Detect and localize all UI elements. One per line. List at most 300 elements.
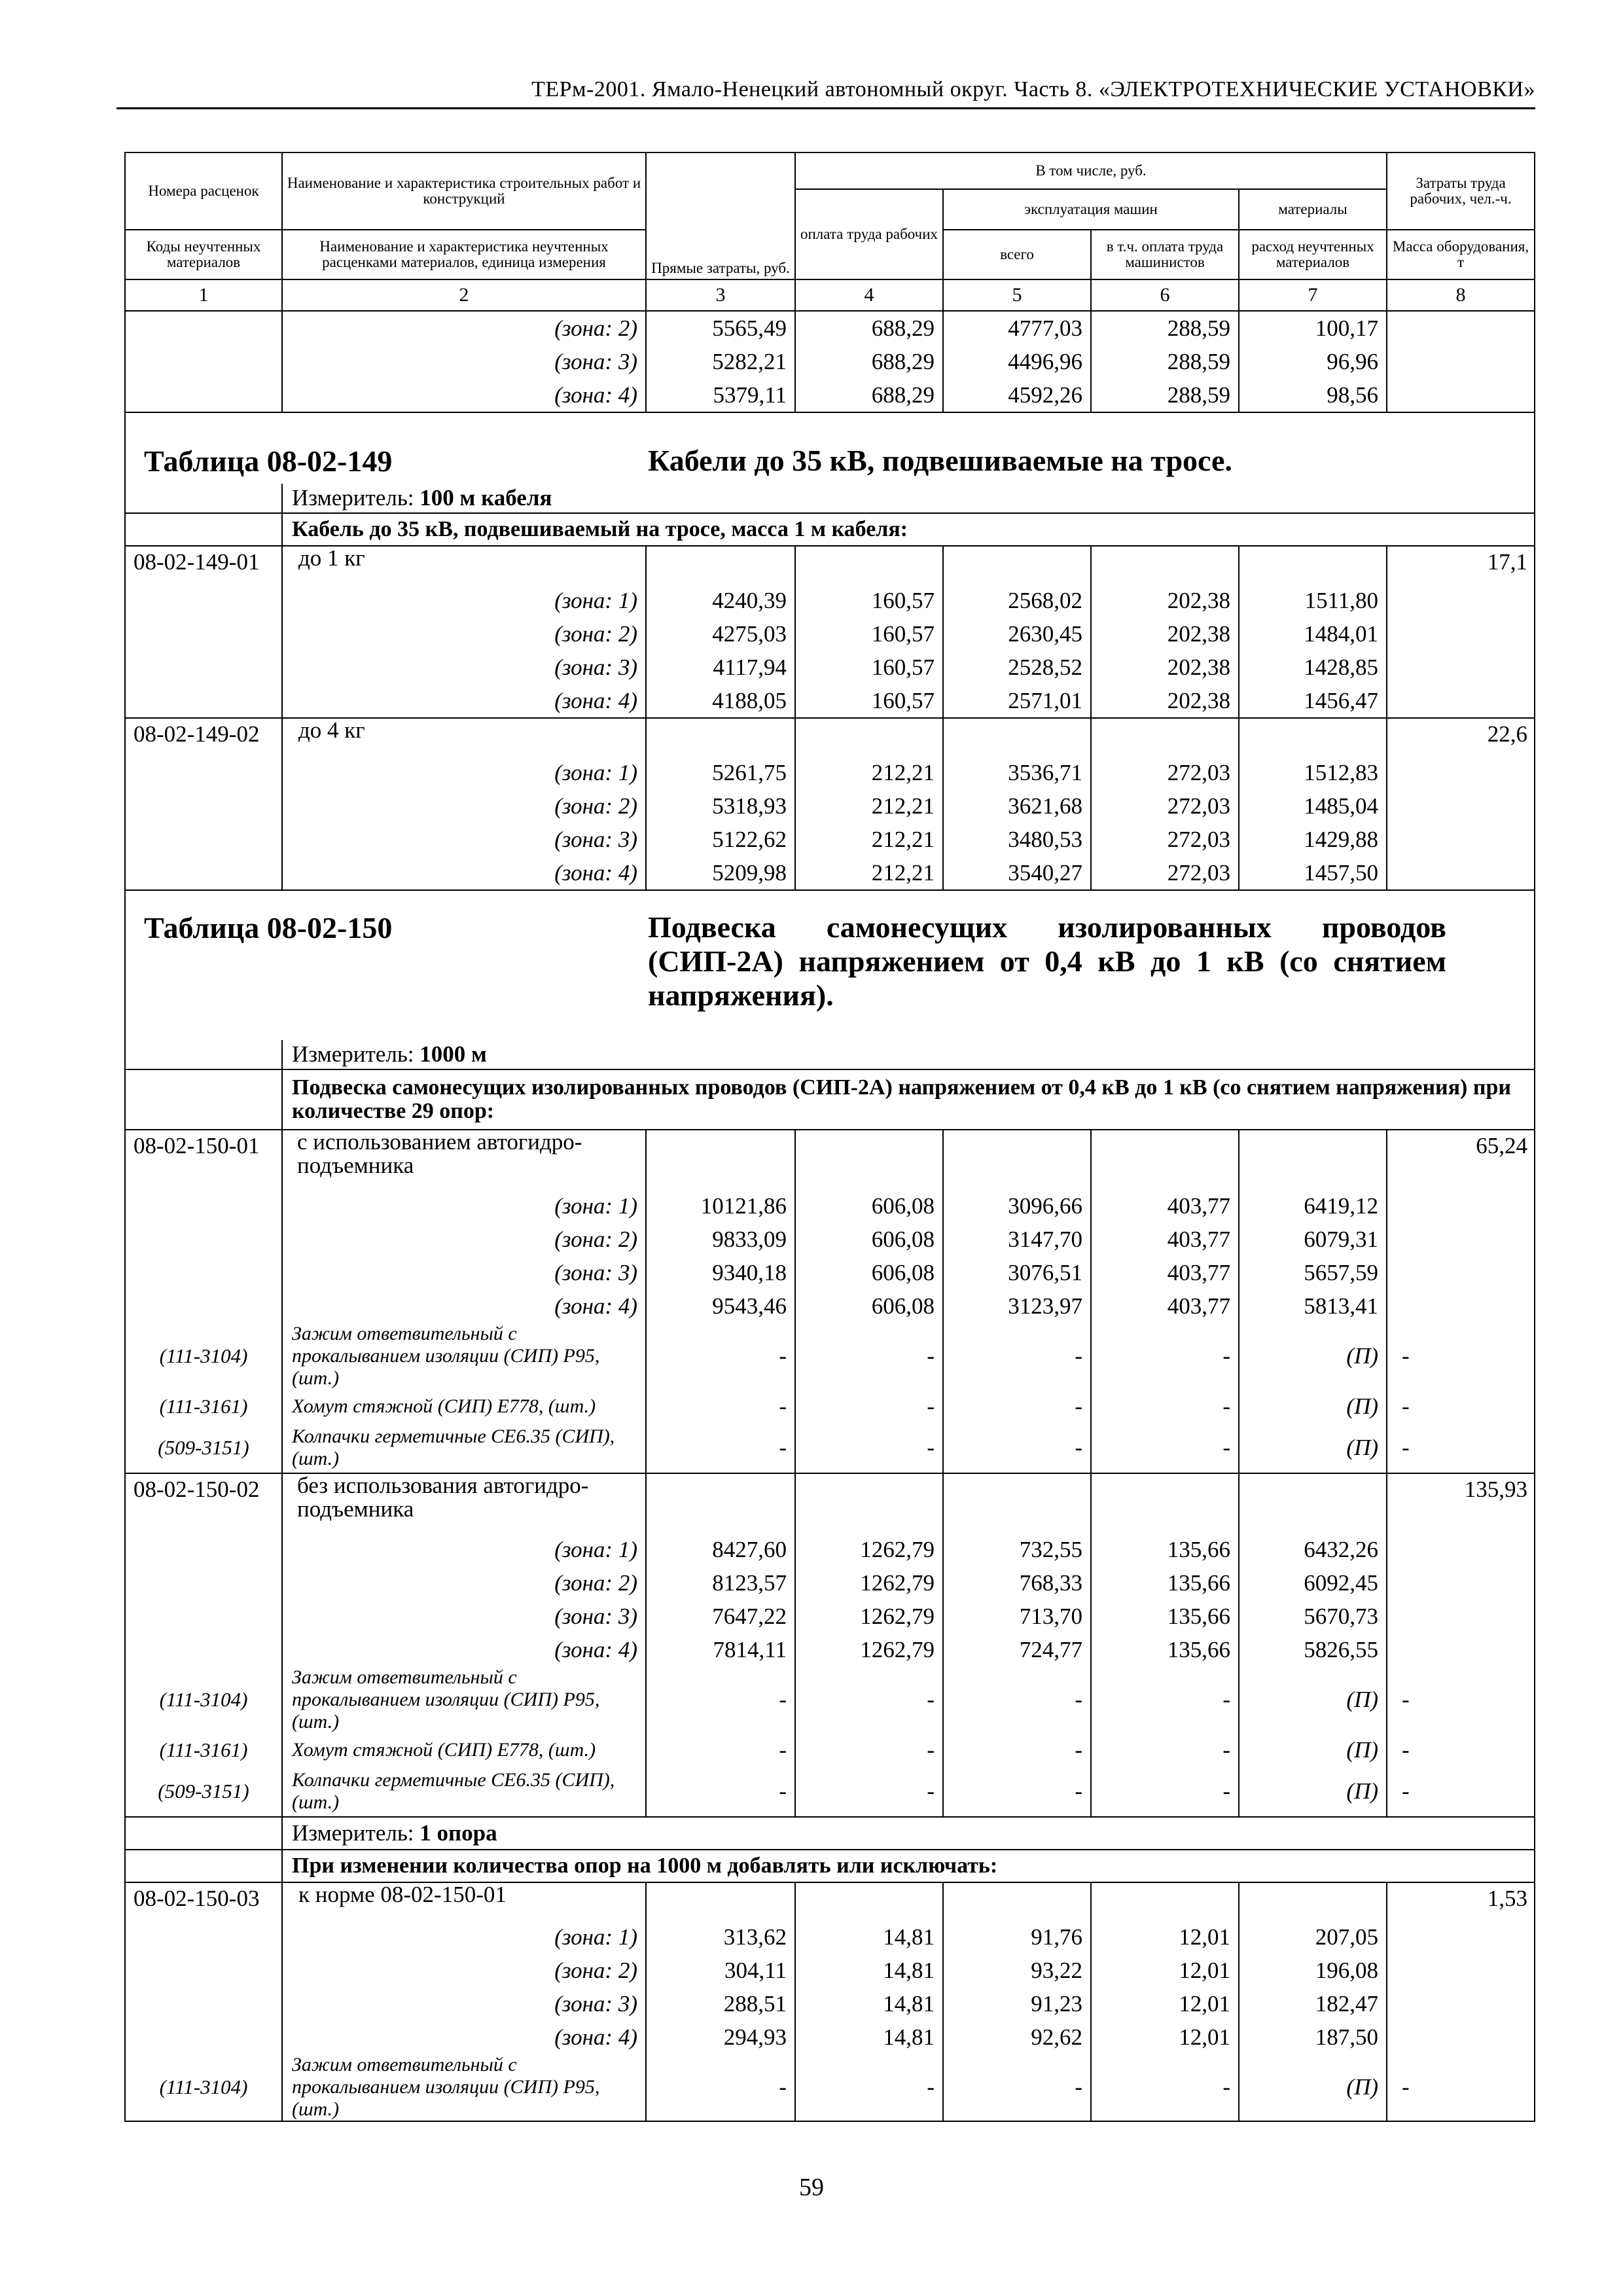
value-cell: 288,59 (1091, 345, 1239, 378)
value-cell: 4240,39 (646, 584, 795, 617)
value-cell: 2630,45 (943, 617, 1091, 651)
value-cell: 1262,79 (795, 1633, 943, 1666)
value-cell (795, 1882, 943, 1920)
value-cell: 1457,50 (1239, 856, 1387, 890)
rate-code: 08-02-150-01 (125, 1130, 282, 1189)
value-cell (1091, 1882, 1239, 1920)
meter-value: 1000 м (419, 1041, 487, 1067)
section-row (125, 1069, 1535, 1130)
table-row (125, 1920, 1535, 1954)
value-cell: 294,93 (646, 2020, 795, 2054)
table-name: Кабели до 35 кВ, подвешиваемые на тросе. (648, 444, 1232, 477)
zone-label: (зона: 3) (282, 823, 646, 856)
value-cell: 1456,47 (1239, 684, 1387, 718)
value-cell: 135,66 (1091, 1533, 1239, 1566)
column-number: 3 (646, 279, 795, 311)
value-cell (1239, 546, 1387, 584)
value-cell: 6432,26 (1239, 1533, 1387, 1566)
value-cell: 202,38 (1091, 617, 1239, 651)
value-cell: 5670,73 (1239, 1600, 1387, 1633)
material-row (125, 1733, 1535, 1767)
dash-cell: - (795, 2054, 943, 2121)
value-cell: 688,29 (795, 345, 943, 378)
material-code: (509-3151) (125, 1423, 282, 1473)
running-head: ТЕРм-2001. Ямало-Ненецкий автономный округ. Часть 8. «ЭЛЕКТРОТЕХНИЧЕСКИЕ УСТАНОВКИ» (531, 77, 1535, 101)
rate-code: 08-02-149-02 (125, 718, 282, 756)
rate-code-cell (125, 1954, 282, 1987)
labor-cell (1387, 684, 1535, 718)
rate-code-cell (125, 1987, 282, 2020)
value-cell: 6092,45 (1239, 1566, 1387, 1600)
labor-cell (1387, 617, 1535, 651)
zone-label: (зона: 1) (282, 756, 646, 789)
material-row (125, 1767, 1535, 1817)
dash-cell: - (646, 1323, 795, 1390)
value-cell: 135,66 (1091, 1600, 1239, 1633)
dash-cell: - (795, 1323, 943, 1390)
material-qty: (П) (1239, 1423, 1387, 1473)
value-cell: 100,17 (1239, 311, 1387, 345)
value-cell: 160,57 (795, 651, 943, 684)
value-cell: 5379,11 (646, 378, 795, 412)
zone-label: (зона: 1) (282, 1920, 646, 1954)
meter-cell (282, 1040, 1535, 1069)
item-name: с использованием автогидро-подъемника (282, 1130, 646, 1189)
section-heading: Подвеска самонесущих изолированных проводов (СИП-2А) напряжением от 0,4 кВ до 1 кВ (со снятием напряжения) при количестве 29 опор: (282, 1069, 1535, 1130)
equipment-mass-header: Масса оборудования, т (1387, 230, 1535, 279)
material-qty: (П) (1239, 1733, 1387, 1767)
column-number: 2 (282, 279, 646, 311)
item-row (125, 546, 1535, 584)
zone-label: (зона: 3) (282, 1987, 646, 2020)
value-cell: 6419,12 (1239, 1189, 1387, 1223)
labor-cell (1387, 856, 1535, 890)
value-cell: 1485,04 (1239, 789, 1387, 823)
value-cell: 5122,62 (646, 823, 795, 856)
material-consumption-header: расход неучтенных материалов (1239, 230, 1387, 279)
value-cell: 10121,86 (646, 1189, 795, 1223)
value-cell: 403,77 (1091, 1189, 1239, 1223)
value-cell: 3096,66 (943, 1189, 1091, 1223)
material-names-header: Наименование и характеристика неучтенных расценками материалов, единица измерения (282, 230, 646, 279)
material-row (125, 1423, 1535, 1473)
value-cell (943, 1473, 1091, 1533)
value-cell (795, 1473, 943, 1533)
labor-cell (1387, 1533, 1535, 1566)
value-cell: 3536,71 (943, 756, 1091, 789)
value-cell: 212,21 (795, 756, 943, 789)
table-row (125, 1289, 1535, 1323)
value-cell (646, 1473, 795, 1533)
zone-label: (зона: 3) (282, 1600, 646, 1633)
value-cell (943, 546, 1091, 584)
value-cell: 272,03 (1091, 823, 1239, 856)
value-cell (795, 546, 943, 584)
value-cell (1239, 1130, 1387, 1189)
material-name: Зажим ответвительный с прокалыванием изоляции (СИП) P95, (шт.) (282, 1666, 646, 1733)
value-cell: 5826,55 (1239, 1633, 1387, 1666)
labor-cell (1387, 789, 1535, 823)
dash-cell: - (943, 1323, 1091, 1390)
value-cell: 2528,52 (943, 651, 1091, 684)
value-cell (943, 1882, 1091, 1920)
table-row (125, 789, 1535, 823)
value-cell: 4188,05 (646, 684, 795, 718)
value-cell: 93,22 (943, 1954, 1091, 1987)
value-cell: 3540,27 (943, 856, 1091, 890)
section-heading: Кабель до 35 кВ, подвешиваемый на тросе, масса 1 м кабеля: (282, 513, 1535, 546)
value-cell: 288,51 (646, 1987, 795, 2020)
dash-cell: - (943, 1666, 1091, 1733)
zone-label: (зона: 4) (282, 378, 646, 412)
rate-code-cell (125, 345, 282, 378)
material-row (125, 1666, 1535, 1733)
rate-code: 08-02-150-02 (125, 1473, 282, 1533)
section-spacer (125, 1069, 282, 1130)
dash-cell: - (1091, 1666, 1239, 1733)
dash-cell: - (943, 1390, 1091, 1423)
value-cell: 12,01 (1091, 2020, 1239, 2054)
rate-code-cell (125, 584, 282, 617)
labor-cell (1387, 1223, 1535, 1256)
value-cell: 606,08 (795, 1289, 943, 1323)
rate-code-cell (125, 756, 282, 789)
section-row (125, 513, 1535, 546)
value-cell: 12,01 (1091, 1920, 1239, 1954)
value-cell: 14,81 (795, 2020, 943, 2054)
rate-code-cell (125, 823, 282, 856)
labor-cell (1387, 651, 1535, 684)
labor-cell (1387, 311, 1535, 345)
rate-code-cell (125, 1566, 282, 1600)
table-title-cell (125, 890, 1535, 1040)
meter-cell (282, 484, 1535, 513)
material-code: (111-3161) (125, 1390, 282, 1423)
value-cell: 403,77 (1091, 1289, 1239, 1323)
rate-code-cell (125, 1600, 282, 1633)
dash-cell: - (795, 1733, 943, 1767)
value-cell: 2568,02 (943, 584, 1091, 617)
rate-code-cell (125, 1223, 282, 1256)
material-code: (509-3151) (125, 1767, 282, 1817)
dash-cell: - (1091, 1423, 1239, 1473)
meter-value: 100 м кабеля (419, 485, 552, 511)
rate-code: 08-02-149-01 (125, 546, 282, 584)
dash-cell: - (646, 1733, 795, 1767)
value-cell: 92,62 (943, 2020, 1091, 2054)
value-cell: 212,21 (795, 823, 943, 856)
dash-cell: - (1387, 1767, 1535, 1817)
value-cell: 3076,51 (943, 1256, 1091, 1289)
item-row (125, 1882, 1535, 1920)
value-cell (943, 1130, 1091, 1189)
value-cell: 160,57 (795, 617, 943, 651)
zone-label: (зона: 1) (282, 1189, 646, 1223)
value-cell: 202,38 (1091, 651, 1239, 684)
rate-code-cell (125, 2020, 282, 2054)
value-cell: 688,29 (795, 311, 943, 345)
table-row (125, 684, 1535, 718)
table-row (125, 1533, 1535, 1566)
value-cell: 403,77 (1091, 1223, 1239, 1256)
value-cell: 187,50 (1239, 2020, 1387, 2054)
value-cell: 91,23 (943, 1987, 1091, 2020)
value-cell: 288,59 (1091, 311, 1239, 345)
value-cell: 5657,59 (1239, 1256, 1387, 1289)
table-row (125, 1600, 1535, 1633)
material-name: Зажим ответвительный с прокалыванием изоляции (СИП) P95, (шт.) (282, 1323, 646, 1390)
item-row (125, 718, 1535, 756)
value-cell: 5318,93 (646, 789, 795, 823)
dash-cell: - (646, 1666, 795, 1733)
dash-cell: - (646, 1423, 795, 1473)
dash-cell: - (795, 1390, 943, 1423)
value-cell: 182,47 (1239, 1987, 1387, 2020)
dash-cell: - (1091, 1733, 1239, 1767)
material-code: (111-3104) (125, 2054, 282, 2121)
value-cell: 3621,68 (943, 789, 1091, 823)
dash-cell: - (1091, 1323, 1239, 1390)
zone-label: (зона: 4) (282, 1633, 646, 1666)
value-cell: 272,03 (1091, 789, 1239, 823)
value-cell: 8427,60 (646, 1533, 795, 1566)
column-number: 1 (125, 279, 282, 311)
zone-label: (зона: 4) (282, 2020, 646, 2054)
dash-cell: - (1387, 2054, 1535, 2121)
value-cell (943, 718, 1091, 756)
rate-code-cell (125, 1920, 282, 1954)
zone-label: (зона: 2) (282, 1223, 646, 1256)
labor-header: Затраты труда рабочих, чел.-ч. (1387, 152, 1535, 230)
machinist-pay-header: в т.ч. оплата труда машинистов (1091, 230, 1239, 279)
value-cell (1239, 1882, 1387, 1920)
value-cell (1239, 718, 1387, 756)
labor-cell (1387, 1987, 1535, 2020)
col2-top-header: Наименование и характеристика строительных работ и конструкций (282, 152, 646, 230)
labor-value: 65,24 (1387, 1130, 1535, 1189)
section-spacer (125, 513, 282, 546)
rate-code-cell (125, 789, 282, 823)
labor-cell (1387, 584, 1535, 617)
value-cell: 91,76 (943, 1920, 1091, 1954)
rate-code-cell (125, 311, 282, 345)
value-cell: 713,70 (943, 1600, 1091, 1633)
value-cell: 5813,41 (1239, 1289, 1387, 1323)
dash-cell: - (1387, 1733, 1535, 1767)
materials-header: материалы (1239, 189, 1387, 230)
dash-cell: - (646, 2054, 795, 2121)
value-cell: 98,56 (1239, 378, 1387, 412)
dash-cell: - (1387, 1390, 1535, 1423)
zone-label: (зона: 2) (282, 617, 646, 651)
labor-cell (1387, 1600, 1535, 1633)
value-cell: 196,08 (1239, 1954, 1387, 1987)
table-name: Подвеска самонесущих изолированных проводов (СИП-2А) напряжением от 0,4 кВ до 1 кВ (со снятием напряжения). (648, 910, 1446, 1012)
value-cell: 4496,96 (943, 345, 1091, 378)
material-qty: (П) (1239, 1666, 1387, 1733)
value-cell (646, 718, 795, 756)
labor-cell (1387, 1256, 1535, 1289)
value-cell: 14,81 (795, 1954, 943, 1987)
value-cell: 313,62 (646, 1920, 795, 1954)
value-cell: 9340,18 (646, 1256, 795, 1289)
value-cell: 606,08 (795, 1223, 943, 1256)
value-cell: 12,01 (1091, 1987, 1239, 2020)
rate-code-cell (125, 651, 282, 684)
header-rule (116, 107, 1535, 109)
item-name: до 4 кг (282, 718, 646, 756)
table-row (125, 1954, 1535, 1987)
value-cell: 160,57 (795, 584, 943, 617)
meter-label: Измеритель: (292, 1041, 414, 1067)
meter-label: Измеритель: (292, 485, 414, 511)
dash-cell: - (795, 1767, 943, 1817)
dash-cell: - (646, 1767, 795, 1817)
table-row (125, 311, 1535, 345)
zone-label: (зона: 2) (282, 1566, 646, 1600)
value-cell (1091, 1130, 1239, 1189)
labor-cell (1387, 1289, 1535, 1323)
dash-cell: - (1091, 1767, 1239, 1817)
machines-total-header: всего (943, 230, 1091, 279)
labor-value: 1,53 (1387, 1882, 1535, 1920)
value-cell: 4117,94 (646, 651, 795, 684)
meter-row (125, 1817, 1535, 1850)
labor-cell (1387, 2020, 1535, 2054)
value-cell: 9833,09 (646, 1223, 795, 1256)
material-code: (111-3104) (125, 1323, 282, 1390)
rate-code-cell (125, 1189, 282, 1223)
worker-pay-header: оплата труда рабочих (795, 189, 943, 279)
item-row (125, 1473, 1535, 1533)
value-cell: 8123,57 (646, 1566, 795, 1600)
zone-label: (зона: 2) (282, 1954, 646, 1987)
zone-label: (зона: 4) (282, 856, 646, 890)
value-cell: 403,77 (1091, 1256, 1239, 1289)
table-row (125, 651, 1535, 684)
table-row (125, 1223, 1535, 1256)
price-table (124, 152, 1535, 2122)
column-number: 5 (943, 279, 1091, 311)
table-row (125, 617, 1535, 651)
value-cell (1091, 546, 1239, 584)
value-cell (646, 1882, 795, 1920)
zone-label: (зона: 1) (282, 1533, 646, 1566)
value-cell: 272,03 (1091, 856, 1239, 890)
material-qty: (П) (1239, 1767, 1387, 1817)
meter-value: 1 опора (419, 1820, 497, 1846)
dash-cell: - (1091, 2054, 1239, 2121)
meter-label: Измеритель: (292, 1820, 414, 1846)
value-cell: 202,38 (1091, 684, 1239, 718)
rate-code-cell (125, 1533, 282, 1566)
section-spacer (125, 1850, 282, 1882)
labor-value: 22,6 (1387, 718, 1535, 756)
material-name: Хомут стяжной (СИП) E778, (шт.) (282, 1390, 646, 1423)
value-cell: 135,66 (1091, 1566, 1239, 1600)
value-cell: 7647,22 (646, 1600, 795, 1633)
table-row (125, 1189, 1535, 1223)
value-cell: 4592,26 (943, 378, 1091, 412)
value-cell: 9543,46 (646, 1289, 795, 1323)
table-title-cell (125, 412, 1535, 484)
value-cell (1091, 1473, 1239, 1533)
value-cell: 14,81 (795, 1920, 943, 1954)
dash-cell: - (943, 1423, 1091, 1473)
dash-cell: - (1387, 1323, 1535, 1390)
value-cell: 5565,49 (646, 311, 795, 345)
value-cell: 12,01 (1091, 1954, 1239, 1987)
dash-cell: - (943, 2054, 1091, 2121)
dash-cell: - (795, 1666, 943, 1733)
labor-cell (1387, 1189, 1535, 1223)
rate-code-cell (125, 1256, 282, 1289)
table-row (125, 756, 1535, 789)
labor-cell (1387, 345, 1535, 378)
value-cell (646, 546, 795, 584)
value-cell: 96,96 (1239, 345, 1387, 378)
value-cell: 1262,79 (795, 1600, 943, 1633)
value-cell: 135,66 (1091, 1633, 1239, 1666)
rate-code-cell (125, 856, 282, 890)
direct-cost-header: Прямые затраты, руб. (646, 152, 795, 279)
value-cell: 1511,80 (1239, 584, 1387, 617)
material-row (125, 1323, 1535, 1390)
value-cell: 606,08 (795, 1256, 943, 1289)
rate-code-cell (125, 684, 282, 718)
material-code: (111-3161) (125, 1733, 282, 1767)
value-cell: 14,81 (795, 1987, 943, 2020)
rate-code-cell (125, 1289, 282, 1323)
zone-label: (зона: 4) (282, 1289, 646, 1323)
meter-row (125, 484, 1535, 513)
material-qty: (П) (1239, 2054, 1387, 2121)
material-qty: (П) (1239, 1390, 1387, 1423)
item-name: до 1 кг (282, 546, 646, 584)
value-cell: 5282,21 (646, 345, 795, 378)
value-cell: 1429,88 (1239, 823, 1387, 856)
value-cell: 768,33 (943, 1566, 1091, 1600)
value-cell: 304,11 (646, 1954, 795, 1987)
labor-cell (1387, 1954, 1535, 1987)
meter-spacer (125, 1040, 282, 1069)
page-number: 59 (799, 2174, 824, 2201)
value-cell: 3480,53 (943, 823, 1091, 856)
material-name: Зажим ответвительный с прокалыванием изоляции (СИП) P95, (шт.) (282, 2054, 646, 2121)
meter-cell (282, 1817, 1535, 1850)
rate-code-cell (125, 378, 282, 412)
machines-header: эксплуатация машин (943, 189, 1239, 230)
meter-spacer (125, 1817, 282, 1850)
including-header: В том числе, руб. (795, 152, 1387, 189)
section-heading: При изменении количества опор на 1000 м добавлять или исключать: (282, 1850, 1535, 1882)
rate-code-cell (125, 617, 282, 651)
dash-cell: - (943, 1733, 1091, 1767)
material-codes-header: Коды неучтенных материалов (125, 230, 282, 279)
value-cell: 2571,01 (943, 684, 1091, 718)
labor-value: 17,1 (1387, 546, 1535, 584)
zone-label: (зона: 2) (282, 311, 646, 345)
labor-cell (1387, 1633, 1535, 1666)
zone-label: (зона: 3) (282, 651, 646, 684)
item-row (125, 1130, 1535, 1189)
value-cell: 3147,70 (943, 1223, 1091, 1256)
labor-cell (1387, 1920, 1535, 1954)
column-number: 4 (795, 279, 943, 311)
value-cell: 160,57 (795, 684, 943, 718)
meter-spacer (125, 484, 282, 513)
zone-label: (зона: 3) (282, 1256, 646, 1289)
